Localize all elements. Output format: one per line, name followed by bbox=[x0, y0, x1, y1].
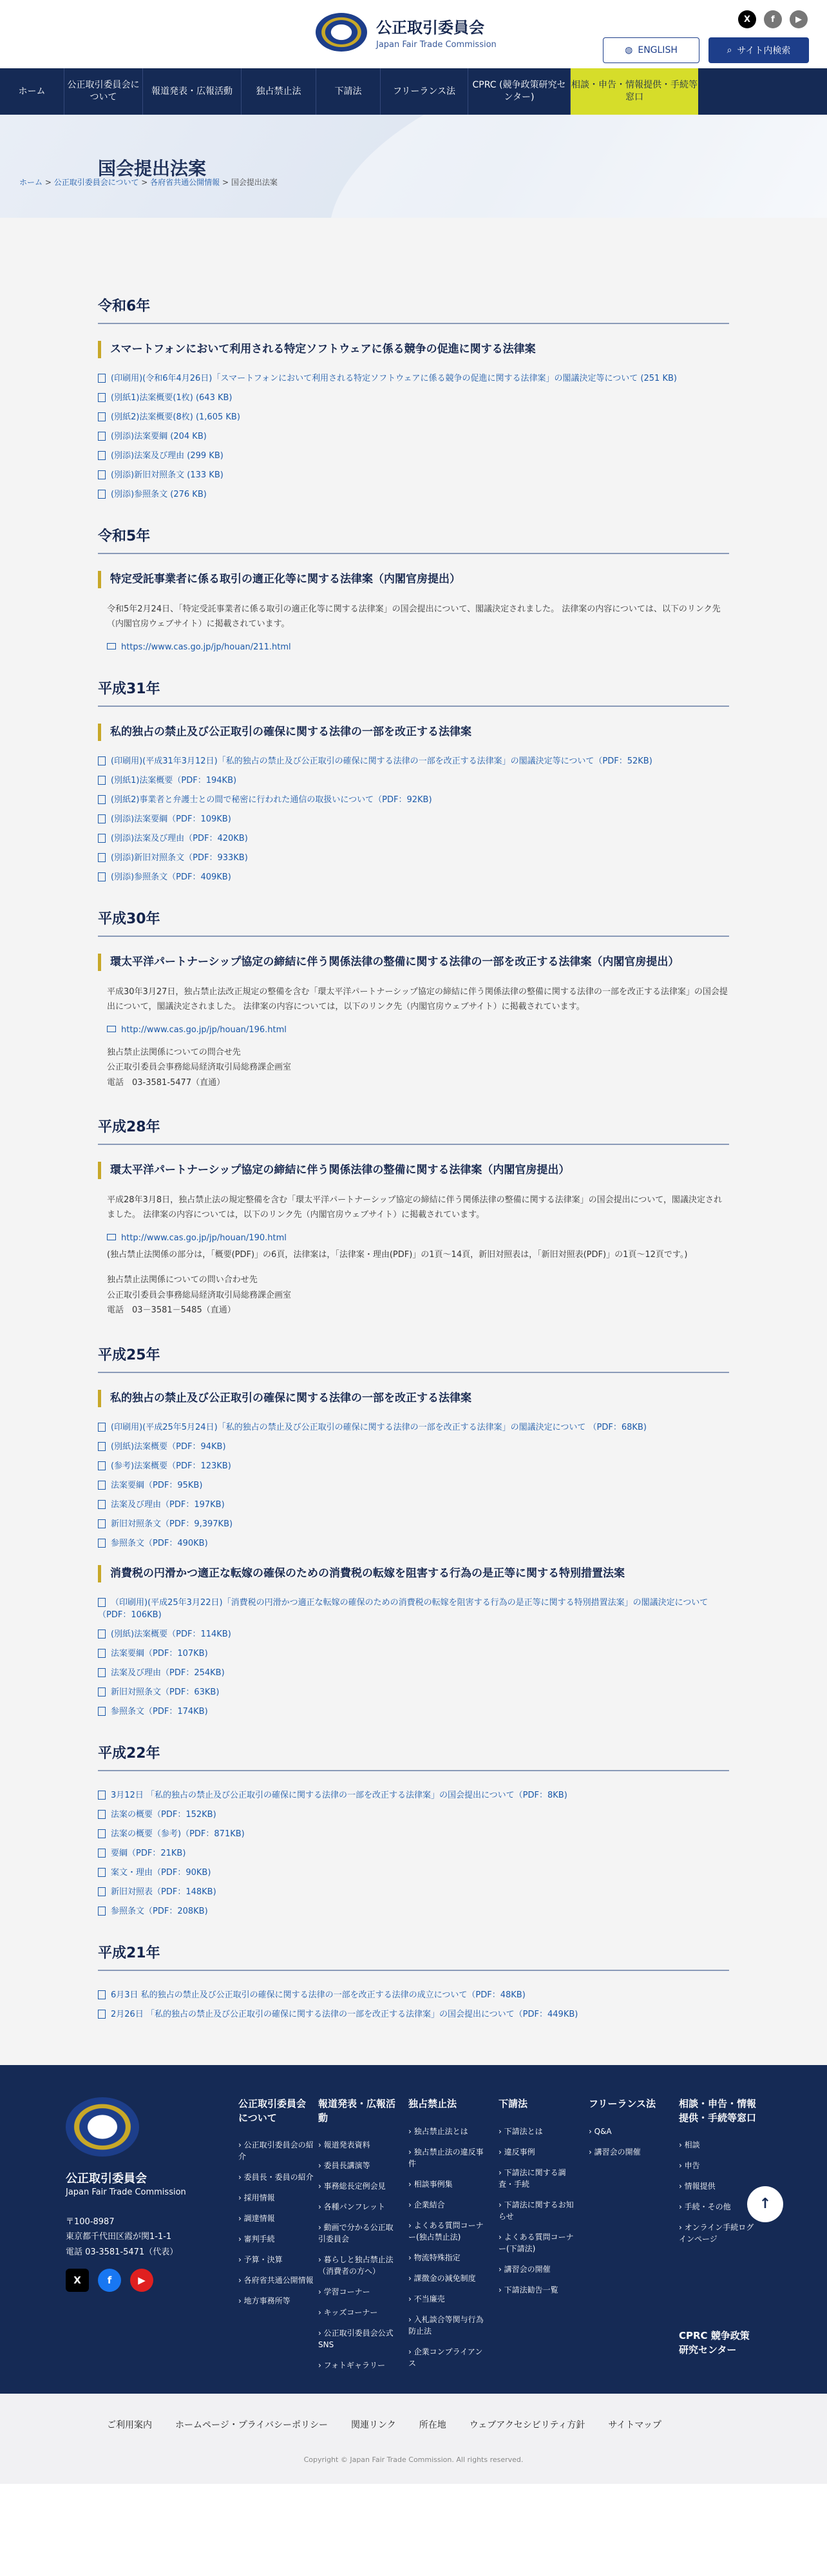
external-link[interactable] bbox=[98, 642, 729, 652]
document-icon bbox=[98, 814, 106, 823]
footer-link[interactable]: › 報道発表資料 bbox=[318, 2139, 395, 2151]
document-link[interactable] bbox=[98, 1459, 729, 1471]
footer-link[interactable]: › 入札談合等関与行為防止法 bbox=[408, 2314, 486, 2337]
external-link-url: http://www.cas.go.jp/jp/houan/190.html bbox=[121, 1233, 287, 1243]
document-link-label: (別添)新旧対照条文 (133 KB) bbox=[111, 470, 223, 481]
document-link-label: (別添)新旧対照条文（PDF：933KB) bbox=[111, 853, 248, 863]
footer-link[interactable]: › 講習会の開催 bbox=[499, 2264, 576, 2275]
era-section bbox=[98, 1742, 729, 1916]
document-icon bbox=[98, 1687, 106, 1697]
nav-filler bbox=[698, 68, 827, 115]
document-link[interactable] bbox=[98, 812, 729, 824]
nav-cprc[interactable]: CPRC (競争政策研究センター) bbox=[468, 68, 571, 115]
footer-link[interactable]: › 独占禁止法の違反事件 bbox=[408, 2146, 486, 2169]
sns-links bbox=[738, 10, 808, 28]
footer-column-title[interactable]: 相談・申告・情報提供・手続等窓口 bbox=[679, 2097, 757, 2124]
document-link[interactable] bbox=[98, 1885, 729, 1897]
document-icon bbox=[98, 1423, 106, 1432]
law-block bbox=[98, 724, 729, 882]
facebook-icon[interactable]: f bbox=[764, 10, 782, 28]
document-link[interactable] bbox=[98, 1595, 729, 1620]
document-link-label: 新旧対照表（PDF：148KB) bbox=[111, 1887, 216, 1897]
external-link-icon bbox=[107, 1234, 116, 1240]
law-block bbox=[98, 1390, 729, 1548]
document-link-label: 6月3日 私的独占の禁止及び公正取引の確保に関する法律の一部を改正する法律の成立について（PDF：48KB) bbox=[111, 1990, 526, 2000]
footer-link[interactable]: › 下請法に関するお知らせ bbox=[499, 2199, 576, 2222]
external-link-icon bbox=[107, 643, 116, 649]
era-section bbox=[98, 678, 729, 882]
footer-link[interactable]: › キッズコーナー bbox=[318, 2307, 395, 2318]
footer-link-location[interactable]: 所在地 bbox=[419, 2419, 446, 2430]
document-link[interactable] bbox=[98, 1827, 729, 1839]
document-link-label: (別紙1)法案概要（PDF：194KB) bbox=[111, 776, 237, 786]
document-icon bbox=[98, 776, 106, 785]
document-link[interactable] bbox=[98, 1439, 729, 1452]
document-link-label: 参照条文（PDF：490KB) bbox=[111, 1538, 208, 1548]
footer-column-title[interactable]: 公正取引委員会について bbox=[238, 2097, 307, 2124]
era-heading: 平成30年 bbox=[98, 908, 729, 937]
footer-link[interactable]: › フォトギャラリー bbox=[318, 2360, 395, 2371]
nav-about[interactable]: 公正取引委員会について bbox=[64, 68, 143, 115]
footer-column bbox=[589, 2097, 666, 2167]
jftc-emblem-icon bbox=[316, 13, 367, 52]
document-link[interactable] bbox=[98, 1988, 729, 2000]
document-icon bbox=[98, 412, 106, 421]
document-link-label: (別添)参照条文 (276 KB) bbox=[111, 490, 207, 500]
era-section bbox=[98, 525, 729, 652]
document-icon bbox=[98, 1849, 106, 1858]
document-icon bbox=[98, 1887, 106, 1896]
footer-column bbox=[408, 2097, 486, 2378]
document-link[interactable] bbox=[98, 1685, 729, 1697]
document-links bbox=[98, 1788, 729, 1916]
footer-link[interactable]: › 相談 bbox=[679, 2139, 756, 2151]
footer-link[interactable]: › 各種パンフレット bbox=[318, 2201, 395, 2213]
footer-link[interactable]: › 申告 bbox=[679, 2160, 756, 2171]
document-link-label: (別添)法案及び理由（PDF：420KB) bbox=[111, 834, 248, 844]
document-links bbox=[98, 1595, 729, 1716]
external-link[interactable] bbox=[98, 1233, 729, 1243]
footer-column bbox=[679, 2097, 756, 2254]
document-link[interactable] bbox=[98, 1846, 729, 1858]
footer-emblem-icon bbox=[66, 2097, 139, 2157]
breadcrumb-about[interactable]: 公正取引委員会について bbox=[53, 178, 139, 187]
document-icon bbox=[98, 1442, 106, 1451]
footer-link[interactable]: › 講習会の開催 bbox=[589, 2146, 666, 2158]
footer-link[interactable]: › Q&A bbox=[589, 2126, 666, 2137]
law-block bbox=[98, 1988, 729, 2019]
document-icon bbox=[98, 756, 106, 765]
nav-home[interactable]: ホーム bbox=[0, 68, 64, 115]
document-link-label: 新旧対照条文（PDF：63KB) bbox=[111, 1687, 220, 1697]
document-link[interactable] bbox=[98, 1704, 729, 1716]
document-icon bbox=[98, 834, 106, 843]
document-link-label: 参照条文（PDF：208KB) bbox=[111, 1906, 208, 1916]
document-icon bbox=[98, 374, 106, 383]
site-search-button[interactable] bbox=[708, 37, 809, 63]
site-logo[interactable] bbox=[316, 13, 497, 52]
footer-link[interactable]: › 地方事務所等 bbox=[238, 2295, 316, 2307]
document-icon bbox=[98, 795, 106, 804]
document-link[interactable] bbox=[98, 793, 729, 805]
document-icon bbox=[98, 872, 106, 881]
footer-link[interactable]: › 手続・その他 bbox=[679, 2201, 756, 2213]
footer-link[interactable]: › 違反事例 bbox=[499, 2146, 576, 2158]
document-link-label: 2月26日 「私的独占の禁止及び公正取引の確保に関する法律の一部を改正する法律案」の国会提出について（PDF：449KB) bbox=[111, 2009, 578, 2019]
header bbox=[0, 0, 827, 68]
site-search-label: サイト内検索 bbox=[737, 46, 791, 56]
document-link-label: 新旧対照条文（PDF：9,397KB) bbox=[111, 1519, 233, 1529]
document-link[interactable] bbox=[98, 870, 729, 882]
law-note: (独占禁止法関係の部分は，「概要(PDF)」の6頁，法律案は，「法律案・理由(PDF)」の1頁～14頁，新旧対照表は，「新旧対照表(PDF)」の1頁～12頁です。) bbox=[107, 1249, 688, 1260]
footer-link[interactable]: › 委員長・委員の紹介 bbox=[238, 2171, 316, 2183]
document-link-label: （印刷用)(平成25年3月22日)「消費税の円滑かつ適正な転嫁の確保のための消費税の転嫁を阻害する行為の是正等に関する特別措置法案」の閣議決定について（PDF：106KB) bbox=[98, 1597, 708, 1620]
copyright: Copyright © Japan Fair Trade Commission. All rights reserved. bbox=[303, 2455, 524, 2464]
footer-link-guide[interactable]: ご利用案内 bbox=[107, 2419, 152, 2430]
footer-bottom bbox=[0, 2394, 827, 2484]
document-link[interactable] bbox=[98, 1904, 729, 1916]
footer-cprc-title[interactable]: CPRC 競争政策研究センター bbox=[679, 2329, 750, 2356]
x-icon[interactable]: X bbox=[738, 10, 756, 28]
document-icon bbox=[98, 1649, 106, 1658]
era-heading: 令和5年 bbox=[98, 525, 729, 554]
document-link[interactable] bbox=[98, 468, 729, 480]
document-link[interactable] bbox=[98, 371, 729, 383]
document-icon bbox=[98, 1668, 106, 1677]
footer-link[interactable]: › 事務総長定例会見 bbox=[318, 2180, 395, 2192]
footer-link-related[interactable]: 関連リンク bbox=[351, 2419, 396, 2430]
document-icon bbox=[98, 1519, 106, 1528]
footer-x-icon[interactable]: X bbox=[66, 2269, 89, 2292]
external-link-icon bbox=[107, 1026, 116, 1032]
nav-antimonopoly[interactable]: 独占禁止法 bbox=[242, 68, 316, 115]
document-link[interactable] bbox=[98, 448, 729, 461]
footer-link[interactable]: › 採用情報 bbox=[238, 2192, 316, 2204]
footer-link[interactable]: › 委員長講演等 bbox=[318, 2160, 395, 2171]
breadcrumb-home[interactable]: ホーム bbox=[19, 178, 43, 187]
law-title: 私的独占の禁止及び公正取引の確保に関する法律の一部を改正する法律案 bbox=[98, 1390, 729, 1407]
footer-link-privacy[interactable]: ホームページ・プライバシーポリシー bbox=[175, 2419, 328, 2430]
law-title: 環太平洋パートナーシップ協定の締結に伴う関係法律の整備に関する法律の一部を改正する法律案（内閣官房提出） bbox=[98, 954, 729, 971]
footer-postal: 〒100-8987 bbox=[66, 2216, 115, 2227]
document-link[interactable] bbox=[98, 429, 729, 441]
law-block bbox=[98, 341, 729, 499]
back-to-top-button[interactable]: ↑ bbox=[747, 2186, 783, 2222]
breadcrumb-public-info[interactable]: 各府省共通公開情報 bbox=[150, 178, 220, 187]
document-icon bbox=[98, 1707, 106, 1716]
document-icon bbox=[98, 1907, 106, 1916]
external-link-url: http://www.cas.go.jp/jp/houan/196.html bbox=[121, 1024, 287, 1035]
era-heading: 平成31年 bbox=[98, 678, 729, 707]
document-link[interactable] bbox=[98, 410, 729, 422]
hero-swoosh bbox=[303, 115, 827, 218]
document-icon bbox=[98, 1791, 106, 1800]
document-links bbox=[98, 754, 729, 882]
contact-line: 電話 03-3581-5477（直通） bbox=[107, 1077, 225, 1088]
global-nav bbox=[0, 68, 827, 115]
footer-sns bbox=[66, 2269, 153, 2292]
logo-title: 公正取引委員会 bbox=[376, 19, 484, 37]
english-button[interactable] bbox=[603, 37, 699, 63]
document-link-label: 要綱（PDF：21KB) bbox=[111, 1848, 186, 1858]
footer-column-title[interactable]: 報道発表・広報活動 bbox=[318, 2097, 396, 2124]
globe-icon: ◍ bbox=[625, 45, 633, 55]
breadcrumb: ホーム > 公正取引委員会について > 各府省共通公開情報 > 国会提出法案 bbox=[19, 178, 278, 187]
footer-subtitle: Japan Fair Trade Commission bbox=[66, 2187, 186, 2197]
contact-line: 独占禁止法関係についての問い合わせ先 bbox=[107, 1275, 258, 1285]
external-link[interactable] bbox=[98, 1025, 729, 1035]
footer-link[interactable]: › オンライン手続ログインページ bbox=[679, 2222, 756, 2245]
footer-link[interactable]: › 下請法とは bbox=[499, 2126, 576, 2137]
document-icon bbox=[98, 853, 106, 862]
law-title: 特定受託事業者に係る取引の適正化等に関する法律案（内閣官房提出） bbox=[98, 571, 729, 588]
document-link[interactable] bbox=[98, 754, 729, 766]
document-link[interactable] bbox=[98, 851, 729, 863]
law-title: 消費税の円滑かつ適正な転嫁の確保のための消費税の転嫁を阻害する行為の是正等に関する特別措置法案 bbox=[98, 1565, 729, 1582]
document-link[interactable] bbox=[98, 1627, 729, 1639]
document-icon bbox=[98, 432, 106, 441]
footer-phone: 電話 03-3581-5471（代表） bbox=[66, 2247, 178, 2257]
footer-bottom-links bbox=[107, 2418, 661, 2431]
document-icon bbox=[98, 1829, 106, 1838]
footer-link[interactable]: › 学習コーナー bbox=[318, 2286, 395, 2298]
document-link[interactable] bbox=[98, 1788, 729, 1800]
footer-link[interactable]: › 下請法に関する調査・手続 bbox=[499, 2167, 576, 2190]
document-link[interactable] bbox=[98, 831, 729, 843]
document-link-label: (別添)法案要綱（PDF：109KB) bbox=[111, 814, 231, 825]
footer-column-title[interactable]: 独占禁止法 bbox=[408, 2097, 457, 2110]
document-icon bbox=[98, 490, 106, 499]
law-block bbox=[98, 1788, 729, 1916]
document-link-label: 法案及び理由（PDF：254KB) bbox=[111, 1668, 225, 1678]
law-title: 私的独占の禁止及び公正取引の確保に関する法律の一部を改正する法律案 bbox=[98, 724, 729, 741]
document-links bbox=[98, 1420, 729, 1548]
footer-link-sitemap[interactable]: サイトマップ bbox=[608, 2419, 661, 2430]
contact-line: 公正取引委員会事務総局経済取引局総務課企画室 bbox=[107, 1290, 292, 1300]
law-description: 平成30年3月27日，独占禁止法改正規定の整備を含む「環太平洋パートナーシップ協定の締結に伴う関係法律の整備に関する法律の一部を改正する法律案」の国会提出について，閣議決定されました。 法律案の内容については，以下のリンク先（内閣官房ウェブサイト）に掲載されています。 bbox=[107, 987, 728, 1012]
era-heading: 平成25年 bbox=[98, 1344, 729, 1373]
footer-link[interactable]: › 物流特殊指定 bbox=[408, 2252, 486, 2264]
document-link-label: (参考)法案概要（PDF：123KB) bbox=[111, 1461, 231, 1471]
footer-column bbox=[318, 2097, 395, 2381]
footer bbox=[0, 2065, 827, 2394]
document-link-label: (別添)法案要綱 (204 KB) bbox=[111, 432, 207, 442]
search-icon: ⌕ bbox=[727, 45, 732, 55]
footer-link[interactable]: › 独占禁止法とは bbox=[408, 2126, 486, 2137]
document-link-label: 法案の概要（PDF：152KB) bbox=[111, 1809, 216, 1820]
breadcrumb-current: 国会提出法案 bbox=[231, 178, 278, 187]
document-link-label: 法案及び理由（PDF：197KB) bbox=[111, 1499, 225, 1510]
nav-freelance[interactable]: フリーランス法 bbox=[381, 68, 468, 115]
era-heading: 令和6年 bbox=[98, 295, 729, 324]
footer-link[interactable]: › 審判手続 bbox=[238, 2233, 316, 2245]
document-link[interactable] bbox=[98, 1536, 729, 1548]
footer-column bbox=[499, 2097, 576, 2305]
document-link-label: (別紙)法案概要（PDF：114KB) bbox=[111, 1629, 231, 1639]
document-icon bbox=[98, 1481, 106, 1490]
document-link[interactable] bbox=[98, 2007, 729, 2019]
document-icon bbox=[98, 1539, 106, 1548]
document-link[interactable] bbox=[98, 1666, 729, 1678]
footer-link[interactable]: › 企業コンプライアンス bbox=[408, 2346, 486, 2369]
footer-column bbox=[238, 2097, 316, 2316]
document-link-label: 案文・理由（PDF：90KB) bbox=[111, 1867, 211, 1878]
document-link-label: 法案要綱（PDF：107KB) bbox=[111, 1648, 208, 1658]
nav-subcontract[interactable]: 下請法 bbox=[316, 68, 381, 115]
document-links bbox=[98, 1988, 729, 2019]
footer-link-accessibility[interactable]: ウェブアクセシビリティ方針 bbox=[469, 2419, 585, 2430]
footer-address bbox=[66, 2215, 178, 2260]
footer-link[interactable]: › 公正取引委員会公式SNS bbox=[318, 2327, 395, 2350]
document-links bbox=[98, 371, 729, 499]
document-link-label: (印刷用)(令和6年4月26日)「スマートフォンにおいて利用される特定ソフトウェアに係る競争の促進に関する法律案」の閣議決定等について (251 KB) bbox=[111, 374, 677, 384]
document-link[interactable] bbox=[98, 1807, 729, 1820]
youtube-icon[interactable]: ▶ bbox=[790, 10, 808, 28]
law-description: 令和5年2月24日、「特定受託事業者に係る取引の適正化等に関する法律案」の国会提出について、閣議決定されました。 法律案の内容については、以下のリンク先（内閣官房ウェブサイト）に掲載されています。 bbox=[107, 604, 721, 630]
era-section bbox=[98, 1344, 729, 1716]
logo-subtitle: Japan Fair Trade Commission bbox=[376, 40, 497, 50]
document-link-label: (別紙1)法案概要(1枚) (643 KB) bbox=[111, 393, 233, 403]
law-block bbox=[98, 954, 729, 1090]
document-icon bbox=[98, 1990, 106, 1999]
nav-consultation[interactable]: 相談・申告・情報提供・手続等窓口 bbox=[571, 68, 698, 115]
footer-cprc bbox=[679, 2329, 756, 2372]
law-title: スマートフォンにおいて利用される特定ソフトウェアに係る競争の促進に関する法律案 bbox=[98, 341, 729, 358]
footer-link[interactable]: › 公正取引委員会の紹介 bbox=[238, 2139, 316, 2162]
footer-link[interactable]: › 下請法勧告一覧 bbox=[499, 2284, 576, 2296]
document-link-label: (印刷用)(平成25年5月24日)「私的独占の禁止及び公正取引の確保に関する法律の一部を改正する法律案」の閣議決定について （PDF：68KB) bbox=[111, 1422, 647, 1432]
footer-link[interactable]: › 予算・決算 bbox=[238, 2254, 316, 2265]
document-icon bbox=[98, 1810, 106, 1819]
document-link[interactable] bbox=[98, 1865, 729, 1878]
document-link-label: 法案の概要（参考)（PDF：871KB) bbox=[111, 1829, 245, 1839]
document-icon bbox=[98, 1868, 106, 1877]
nav-press[interactable]: 報道発表・広報活動 bbox=[143, 68, 242, 115]
document-link-label: 3月12日 「私的独占の禁止及び公正取引の確保に関する法律の一部を改正する法律案」の国会提出について（PDF：8KB) bbox=[111, 1790, 567, 1800]
main-content bbox=[0, 218, 827, 2065]
document-link[interactable] bbox=[98, 1478, 729, 1490]
era-section bbox=[98, 295, 729, 499]
contact-line: 独占禁止法関係についての問合せ先 bbox=[107, 1047, 241, 1057]
footer-link[interactable]: › 不当廉売 bbox=[408, 2293, 486, 2305]
contact-info bbox=[98, 1273, 729, 1318]
era-section bbox=[98, 1116, 729, 1318]
document-icon bbox=[98, 2010, 106, 2019]
era-heading: 平成28年 bbox=[98, 1116, 729, 1145]
document-link[interactable] bbox=[98, 1497, 729, 1510]
footer-link[interactable]: › 調達情報 bbox=[238, 2213, 316, 2224]
law-block bbox=[98, 1162, 729, 1318]
document-icon bbox=[98, 451, 106, 460]
law-title: 環太平洋パートナーシップ協定の締結に伴う関係法律の整備に関する法律案（内閣官房提出） bbox=[98, 1162, 729, 1179]
law-block bbox=[98, 1565, 729, 1716]
era-section bbox=[98, 1942, 729, 2019]
document-icon bbox=[98, 1500, 106, 1509]
document-link-label: 法案要綱（PDF：95KB) bbox=[111, 1480, 203, 1490]
document-icon bbox=[98, 393, 106, 402]
document-link[interactable] bbox=[98, 1420, 729, 1432]
footer-name: 公正取引委員会 bbox=[66, 2171, 147, 2186]
footer-link[interactable]: › 暮らしと独占禁止法（消費者の方へ） bbox=[318, 2254, 395, 2277]
document-link[interactable] bbox=[98, 487, 729, 499]
document-link[interactable] bbox=[98, 1646, 729, 1658]
document-icon bbox=[98, 1629, 106, 1639]
footer-link[interactable]: › 相談事例集 bbox=[408, 2178, 486, 2190]
document-link-label: (別紙2)事業者と弁護士との間で秘密に行われた通信の取扱いについて（PDF：92KB) bbox=[111, 795, 432, 805]
page-title: 国会提出法案 bbox=[98, 158, 207, 179]
footer-column-title[interactable]: 下請法 bbox=[499, 2097, 528, 2110]
era-heading: 平成21年 bbox=[98, 1942, 729, 1971]
footer-youtube-icon[interactable]: ▶ bbox=[130, 2269, 153, 2292]
document-link-label: (別添)法案及び理由 (299 KB) bbox=[111, 451, 223, 461]
document-icon bbox=[98, 1461, 106, 1470]
external-link-url: https://www.cas.go.jp/jp/houan/211.html bbox=[121, 642, 291, 652]
footer-facebook-icon[interactable]: f bbox=[98, 2269, 121, 2292]
era-section bbox=[98, 908, 729, 1090]
contact-line: 電話 03－3581－5485（直通） bbox=[107, 1305, 236, 1316]
contact-line: 公正取引委員会事務総局経済取引局総務課企画室 bbox=[107, 1062, 292, 1073]
footer-link[interactable]: › よくある質問コーナー(独占禁止法) bbox=[408, 2220, 486, 2243]
footer-link[interactable]: › よくある質問コーナー(下請法) bbox=[499, 2231, 576, 2254]
document-link[interactable] bbox=[98, 390, 729, 403]
law-description: 平成28年3月8日，独占禁止法の規定整備を含む「環太平洋パートナーシップ協定の締結に伴う関係法律の整備に関する法律案」の国会提出について，閣議決定されました。 法律案の内容については，以下のリンク先（内閣官房ウェブサイト）に掲載されています。 bbox=[107, 1195, 723, 1220]
footer-link[interactable]: › 課徴金の減免制度 bbox=[408, 2273, 486, 2284]
era-heading: 平成22年 bbox=[98, 1742, 729, 1771]
english-label: ENGLISH bbox=[638, 45, 678, 55]
document-icon bbox=[98, 1598, 106, 1607]
footer-link[interactable]: › 動画で分かる公正取引委員会 bbox=[318, 2222, 395, 2245]
contact-info bbox=[98, 1045, 729, 1090]
document-link-label: (別紙2)法案概要(8枚) (1,605 KB) bbox=[111, 412, 240, 423]
footer-link[interactable]: › 情報提供 bbox=[679, 2180, 756, 2192]
document-link[interactable] bbox=[98, 773, 729, 785]
footer-column-title[interactable]: フリーランス法 bbox=[589, 2097, 656, 2110]
footer-link[interactable]: › 企業結合 bbox=[408, 2199, 486, 2211]
document-icon bbox=[98, 470, 106, 479]
document-link-label: 参照条文（PDF：174KB) bbox=[111, 1706, 208, 1716]
footer-link[interactable]: › 各府省共通公開情報 bbox=[238, 2274, 316, 2286]
document-link-label: (印刷用)(平成31年3月12日)「私的独占の禁止及び公正取引の確保に関する法律の一部を改正する法律案」の閣議決定等について（PDF：52KB) bbox=[111, 756, 652, 767]
document-link-label: (別紙)法案概要（PDF：94KB) bbox=[111, 1441, 226, 1452]
document-link[interactable] bbox=[98, 1517, 729, 1529]
document-link-label: (別添)参照条文（PDF：409KB) bbox=[111, 872, 231, 883]
footer-street: 東京都千代田区霞が関1-1-1 bbox=[66, 2232, 172, 2242]
law-block bbox=[98, 571, 729, 652]
